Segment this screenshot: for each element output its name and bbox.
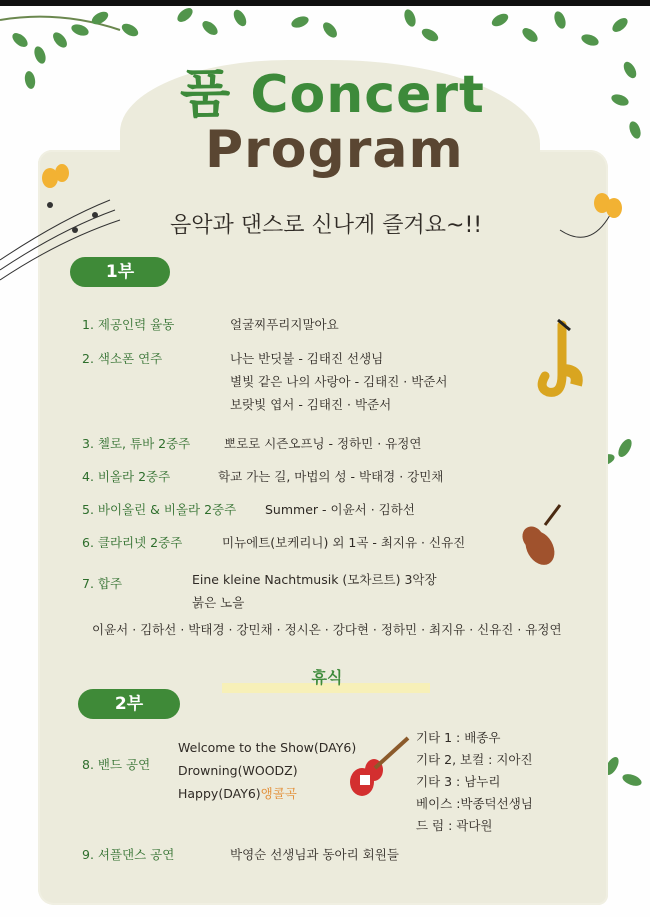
band-member1: 기타 1 : 배종우: [416, 730, 501, 745]
item2-line3: 보랏빛 엽서 - 김태진 · 박준서: [230, 397, 392, 412]
item5-title: 5. 바이올린 & 비올라 2중주: [82, 502, 237, 517]
band-member5: 드 럼 : 곽다원: [416, 818, 493, 833]
saxophone-icon: [542, 320, 577, 392]
item2-line1: 나는 반딧불 - 김태진 선생님: [230, 351, 384, 366]
item9-title: 9. 셔플댄스 공연: [82, 847, 175, 862]
item2-title: 2. 색소폰 연주: [82, 351, 163, 366]
item8-title: 8. 밴드 공연: [82, 757, 151, 772]
item4-title: 4. 비올라 2중주: [82, 469, 171, 484]
band-song1: Welcome to the Show(DAY6): [178, 740, 357, 755]
item3-title: 3. 첼로, 튜바 2중주: [82, 436, 191, 451]
violin-icon: [518, 505, 560, 570]
item6-line: 미뉴에트(보케리니) 외 1곡 - 최지유 · 신유진: [222, 535, 466, 550]
item1-line: 얼굴찌푸리지말아요: [230, 317, 339, 332]
item5-line: Summer - 이윤서 · 김하선: [265, 502, 415, 517]
encore-label: 앵콜곡: [260, 786, 297, 801]
subtitle: 음악과 댄스로 신나게 즐겨요~!!: [170, 213, 483, 238]
item7-title: 7. 합주: [82, 576, 123, 591]
item9-line: 박영순 선생님과 동아리 회원들: [230, 847, 399, 862]
item7-line1: Eine kleine Nachtmusik (모차르트) 3악장: [192, 572, 437, 587]
band-member3: 기타 3 : 남누리: [416, 774, 501, 789]
item3-line: 뽀로로 시즌오프닝 - 정하민 · 유정연: [224, 436, 422, 451]
item1-title: 1. 제공인력 율동: [82, 317, 175, 332]
item4-line: 학교 가는 길, 마법의 성 - 박태경 · 강민채: [218, 469, 444, 484]
title-line1: 품 Concert: [180, 65, 485, 125]
item6-title: 6. 클라리넷 2중주: [82, 535, 183, 550]
title-line2: Program: [205, 120, 464, 180]
ensemble-members: 이윤서 · 김하선 · 박태경 · 강민채 · 정시온 · 강다현 · 정하민 · 최지유 · 신유진 · 유정연: [92, 622, 562, 637]
guitar-icon: [350, 738, 408, 796]
band-song2: Drowning(WOODZ): [178, 763, 298, 778]
band-member2: 기타 2, 보컬 : 지아진: [416, 752, 533, 767]
item2-line2: 별빛 같은 나의 사랑아 - 김태진 · 박준서: [230, 374, 448, 389]
band-song3: Happy(DAY6)앵콜곡: [178, 786, 297, 801]
part2-badge: 2부: [78, 689, 180, 719]
band-member4: 베이스 :박종덕선생님: [416, 796, 533, 811]
rest-label: 휴식: [311, 668, 343, 687]
item7-line2: 붉은 노을: [192, 595, 245, 610]
part1-badge: 1부: [70, 257, 170, 287]
